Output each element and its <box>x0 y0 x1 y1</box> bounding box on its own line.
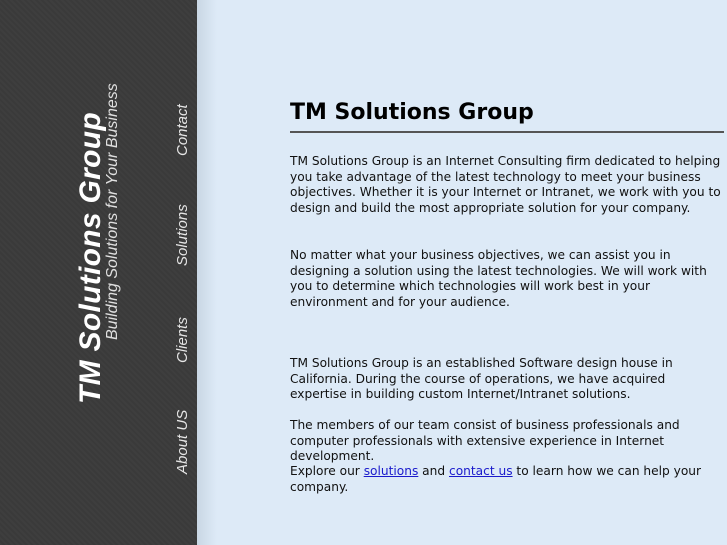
brand-tagline: Building Solutions for Your Business <box>104 83 121 340</box>
page-title: TM Solutions Group <box>290 100 534 125</box>
objectives-paragraph: No matter what your business objectives, we can assist you in designing a solution using the latest technologies. We will work with you to determine which technologies will work best in your environment and for your audience. <box>290 248 707 309</box>
title-divider <box>290 131 724 133</box>
explore-prefix: Explore our <box>290 464 364 478</box>
main-content <box>290 98 724 494</box>
intro-paragraph: TM Solutions Group is an Internet Consulting firm dedicated to helping you take advantage of the latest technology to meet your business objectives. Whether it is your Internet or Intranet, we work with you to design and build the most appropriate solution for your company. <box>290 154 721 215</box>
explore-paragraph <box>290 464 724 495</box>
sidebar-shadow <box>197 0 217 545</box>
solutions-link[interactable]: solutions <box>363 464 419 478</box>
explore-suffix: to learn how we can help your company. <box>290 464 702 494</box>
contact-us-link[interactable]: contact us <box>449 464 513 478</box>
established-paragraph: TM Solutions Group is an established Software design house in California. During the course of operations, we have acquired expertise in building custom Internet/Intranet solutions. <box>290 356 673 401</box>
sidebar <box>0 0 197 545</box>
nav-about-us[interactable]: About US <box>174 409 191 474</box>
team-paragraph: The members of our team consist of business professionals and computer professionals with extensive experience in Internet development. <box>290 418 680 463</box>
nav-clients[interactable]: Clients <box>174 317 191 363</box>
brand-title: TM Solutions Group <box>74 111 107 404</box>
explore-middle: and <box>418 464 449 478</box>
nav-contact[interactable]: Contact <box>174 104 191 156</box>
nav-solutions[interactable]: Solutions <box>174 204 191 266</box>
